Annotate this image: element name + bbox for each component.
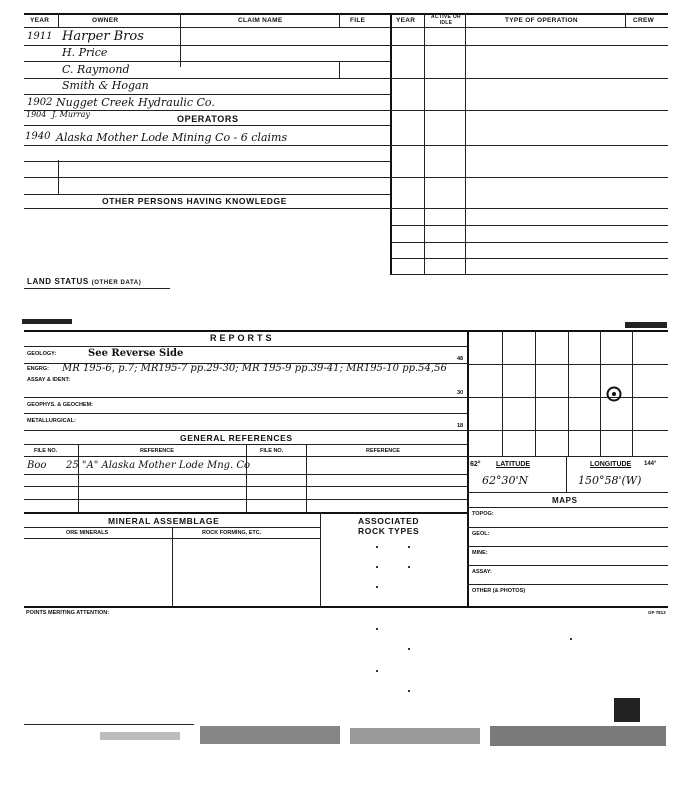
grid-line-h — [467, 430, 668, 431]
grid-line-v — [535, 330, 536, 456]
operators-title: OPERATORS — [177, 114, 239, 124]
maps-line — [467, 546, 668, 547]
geophys-label: GEOPHYS. & GEOCHEM: — [27, 402, 94, 408]
scan-dot — [408, 546, 410, 548]
coords-bottom — [467, 492, 668, 493]
operator-1-name: J. Murray — [52, 110, 90, 119]
grid-line-h — [467, 364, 668, 365]
header-year: YEAR — [30, 17, 50, 24]
land-status-underline — [24, 288, 170, 289]
mineral-assemblage-title: MINERAL ASSEMBLAGE — [108, 516, 220, 526]
assay-ident-label: ASSAY & IDENT: — [27, 377, 71, 383]
right-row-line — [390, 258, 668, 259]
operator-row-line — [24, 145, 390, 146]
geology-label: GEOLOGY: — [27, 351, 57, 357]
mineral-bottom — [24, 606, 668, 608]
maps-assay: ASSAY: — [472, 569, 492, 575]
gen-ref-col-file-no-2: FILE NO. — [260, 448, 284, 454]
owner-1-year: 1911 — [27, 31, 53, 42]
scan-smudge — [22, 319, 72, 324]
form-number: GP 7813 — [648, 610, 666, 615]
mineral-col-divider — [172, 527, 173, 606]
right-row-line — [390, 78, 668, 79]
operator-1-year: 1904 — [26, 110, 47, 119]
operator-row-line — [24, 194, 390, 195]
top-border — [24, 13, 668, 15]
maps-line — [467, 527, 668, 528]
scan-dot — [376, 566, 378, 568]
maps-title-line — [467, 507, 668, 508]
gen-ref-row1-reference: 25 "A" Alaska Mother Lode Mng. Co — [66, 460, 251, 471]
scan-dot — [376, 628, 378, 630]
gen-ref-col-reference: REFERENCE — [140, 448, 174, 454]
points-meriting-attention-label: POINTS MERITING ATTENTION: — [26, 610, 110, 616]
metallurgical-line — [24, 430, 468, 431]
header-owner: OWNER — [92, 17, 119, 24]
latitude-label: LATITUDE — [496, 461, 531, 468]
scan-smudge — [625, 322, 667, 328]
geology-value: See Reverse Side — [88, 348, 184, 359]
owner-row-line — [24, 94, 390, 95]
ore-minerals-label: ORE MINERALS — [66, 530, 109, 536]
header-file: FILE — [350, 17, 366, 24]
header-active-or-idle: ACTIVE OR IDLE — [431, 14, 461, 26]
header-crew: CREW — [633, 17, 655, 24]
land-status-title: LAND STATUS (OTHER DATA) — [27, 277, 142, 286]
right-block-bottom — [390, 274, 668, 275]
reports-num-48: 48 — [457, 356, 464, 362]
engrg-value: MR 195-6, p.7; MR195-7 pp.29-30; MR 195-9 pp.39-41; MR195-10 pp.54,56 — [62, 363, 447, 374]
location-marker-icon — [606, 386, 622, 402]
gen-ref-row-line — [24, 474, 468, 475]
reports-title: REPORTS — [210, 333, 275, 343]
engrg-label: ENGRG: — [27, 366, 49, 372]
maps-title: MAPS — [552, 496, 578, 505]
rock-forming-label: ROCK FORMING, ETC. — [202, 530, 262, 536]
associated-divider — [320, 512, 321, 606]
associated-line1: ASSOCIATED — [358, 516, 420, 526]
reports-num-18: 18 — [457, 423, 464, 429]
right-row-line — [390, 45, 668, 46]
gen-ref-col-divider — [246, 444, 247, 512]
grid-line-v — [632, 330, 633, 456]
header-divider — [339, 13, 340, 27]
operator-row-line — [24, 177, 390, 178]
lat-lon-divider — [566, 456, 567, 492]
gen-ref-row1-file: Boo — [27, 460, 47, 471]
active-col-divider — [465, 13, 466, 274]
gen-ref-row-line — [24, 486, 468, 487]
reports-num-30: 30 — [457, 390, 464, 396]
scan-blot — [614, 698, 640, 722]
right-row-line — [390, 177, 668, 178]
owner-claim-divider — [180, 27, 181, 67]
gen-ref-row-line — [24, 499, 468, 500]
owner-5-name: Nugget Creek Hydraulic Co. — [56, 96, 215, 109]
right-row-line — [390, 208, 668, 209]
header-bottom-line — [24, 27, 668, 28]
header-claim-name: CLAIM NAME — [238, 17, 283, 24]
maps-topog: TOPOG: — [472, 511, 494, 517]
latitude-value: 62°30'N — [482, 474, 529, 487]
right-row-line — [390, 225, 668, 226]
right-row-line — [390, 145, 668, 146]
general-references-title: GENERAL REFERENCES — [180, 433, 293, 443]
scan-dot — [376, 546, 378, 548]
scan-noise — [350, 728, 480, 744]
gen-ref-col-divider — [306, 444, 307, 512]
lat-prefix: 62° — [470, 461, 481, 468]
maps-line — [467, 584, 668, 585]
operator-row-line — [24, 161, 390, 162]
owner-file-divider — [339, 62, 340, 78]
scan-noise — [490, 726, 666, 746]
scan-dot — [408, 690, 410, 692]
operators-title-line — [24, 125, 390, 126]
owner-5-year: 1902 — [27, 97, 53, 108]
grid-line-v — [600, 330, 601, 456]
owner-1-name: Harper Bros — [62, 29, 144, 44]
owner-4-name: Smith & Hogan — [62, 79, 149, 92]
main-vertical-divider — [390, 13, 392, 274]
grid-bottom — [467, 456, 668, 457]
header-divider — [180, 13, 181, 27]
reports-title-line — [24, 346, 468, 347]
scan-noise — [100, 732, 180, 740]
grid-line-v — [568, 330, 569, 456]
gen-ref-col-file-no: FILE NO. — [34, 448, 58, 454]
longitude-value: 150°58'(W) — [578, 474, 642, 487]
longitude-label: LONGITUDE — [590, 461, 632, 468]
gen-ref-col-reference-2: REFERENCE — [366, 448, 400, 454]
owner-2-name: H. Price — [62, 46, 108, 59]
operator-year-divider — [58, 160, 59, 194]
header-type-of-operation: TYPE OF OPERATION — [505, 17, 578, 24]
scan-dot — [376, 670, 378, 672]
lon-prefix: 144° — [644, 461, 657, 467]
other-persons-title: OTHER PERSONS HAVING KNOWLEDGE — [102, 196, 288, 206]
bottom-rule — [24, 724, 194, 725]
header-divider — [58, 13, 59, 27]
maps-other: OTHER (& PHOTOS) — [472, 588, 526, 594]
operator-2-year: 1940 — [25, 131, 51, 142]
scan-dot — [376, 586, 378, 588]
owner-3-name: C. Raymond — [62, 63, 130, 76]
operator-2-name: Alaska Mother Lode Mining Co - 6 claims — [56, 131, 288, 144]
right-row-line — [390, 110, 668, 111]
header-year-2: YEAR — [396, 17, 416, 24]
reports-top-border — [24, 330, 668, 332]
other-persons-line — [24, 208, 390, 209]
gen-ref-col-divider — [78, 444, 79, 512]
year-col-divider — [424, 13, 425, 274]
crew-col-divider — [625, 13, 626, 27]
assay-line — [24, 397, 468, 398]
scan-dot — [570, 638, 572, 640]
owner-row-line — [24, 61, 390, 62]
scan-noise — [200, 726, 340, 744]
geophys-line — [24, 413, 468, 414]
maps-geol: GEOL: — [472, 531, 490, 537]
scan-dot — [408, 566, 410, 568]
scan-dot — [408, 648, 410, 650]
associated-line2: ROCK TYPES — [358, 526, 420, 536]
metallurgical-label: METALLURGICAL: — [27, 418, 76, 424]
gen-ref-bottom — [24, 512, 468, 514]
grid-line-h — [467, 397, 668, 398]
maps-mine: MINE: — [472, 550, 488, 556]
right-row-line — [390, 242, 668, 243]
grid-line-v — [502, 330, 503, 456]
maps-line — [467, 565, 668, 566]
